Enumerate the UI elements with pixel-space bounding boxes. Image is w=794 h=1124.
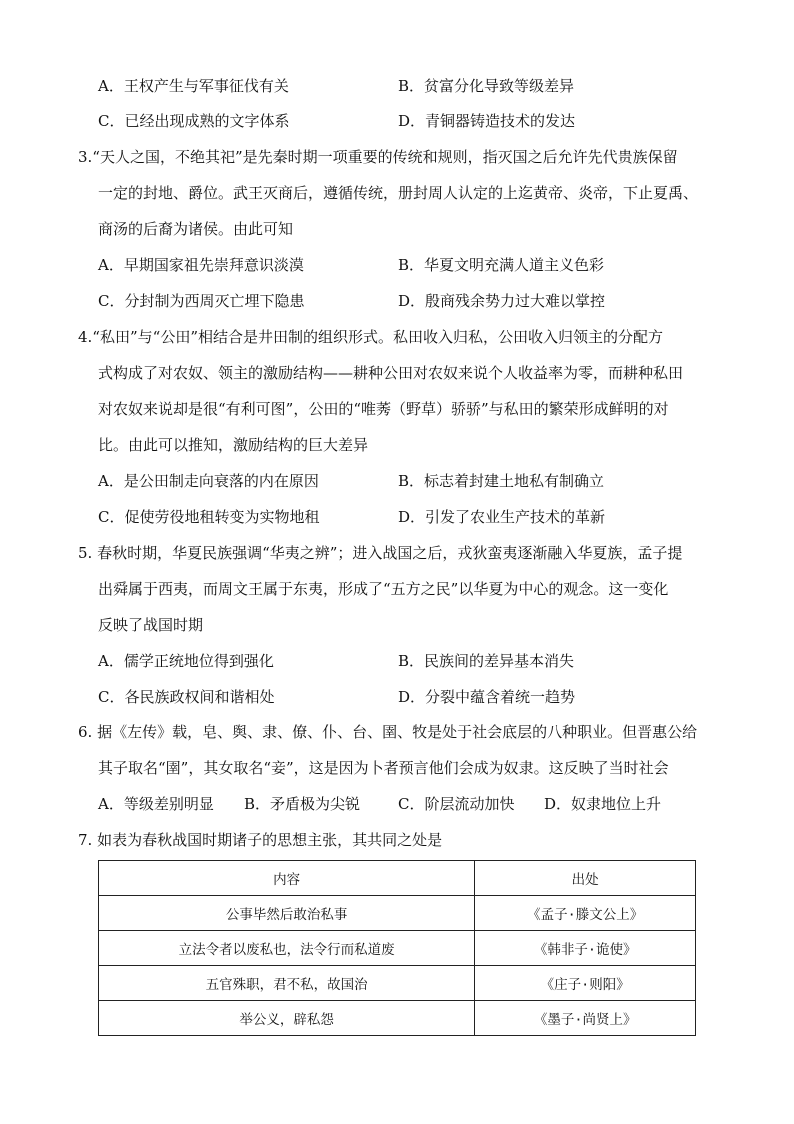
q5-stem-line-3: 反映了战国时期: [98, 616, 204, 634]
q5-option-a: A．儒学正统地位得到强化: [98, 652, 274, 670]
q6-option-d: D．奴隶地位上升: [544, 795, 662, 813]
q4-option-c: C．促使劳役地租转变为实物地租: [98, 508, 320, 526]
q3-option-a: A．早期国家祖先崇拜意识淡漠: [98, 256, 304, 274]
q6-option-c: C．阶层流动加快: [398, 795, 515, 813]
q2-option-c: C．已经出现成熟的文字体系: [98, 112, 290, 130]
q3-stem-line-1: 3.“天人之国，不绝其祀”是先秦时期一项重要的传统和规则，指灭国之后允许先代贵族保留: [78, 148, 678, 166]
table-cell-source: 《墨子·尚贤上》: [475, 1001, 696, 1036]
table-cell-content: 五官殊职，君不私，故国治: [99, 966, 475, 1001]
table-header-source: 出处: [475, 861, 696, 896]
q6-stem-line-2: 其子取名“圉”，其女取名“妾”，这是因为卜者预言他们会成为奴隶。这反映了当时社会: [98, 759, 669, 777]
q5-stem-line-2: 出舜属于西夷，而周文王属于东夷，形成了“五方之民”以华夏为中心的观念。这一变化: [98, 580, 669, 598]
q4-stem-line-2: 式构成了对农奴、领主的激励结构——耕种公田对农奴来说个人收益率为零，而耕种私田: [98, 364, 684, 382]
q3-stem-line-2: 一定的封地、爵位。武王灭商后，遵循传统，册封周人认定的上迄黄帝、炎帝，下止夏禹、: [98, 184, 699, 202]
q3-stem-line-3: 商汤的后裔为诸侯。由此可知: [98, 220, 294, 238]
q2-option-d: D．青铜器铸造技术的发达: [398, 112, 576, 130]
table-header-row: [99, 861, 696, 896]
q3-option-d: D．殷商残余势力过大难以掌控: [398, 292, 606, 310]
q4-option-b: B．标志着封建土地私有制确立: [398, 472, 605, 490]
table-row: [99, 966, 696, 1001]
q4-stem-line-1: 4.“私田”与“公田”相结合是井田制的组织形式。私田收入归私，公田收入归领主的分配方: [78, 328, 663, 346]
q6-stem-line-1: 6. 据《左传》载，皂、舆、隶、僚、仆、台、圉、牧是处于社会底层的八种职业。但晋惠公给: [78, 723, 698, 741]
table-cell-content: 公事毕然后敢治私事: [99, 896, 475, 931]
q5-option-d: D．分裂中蕴含着统一趋势: [398, 688, 576, 706]
table-cell-content: 立法令者以废私也，法令行而私道废: [99, 931, 475, 966]
q3-option-c: C．分封制为西周灭亡埋下隐患: [98, 292, 305, 310]
q4-stem-line-4: 比。由此可以推知，激励结构的巨大差异: [98, 436, 369, 454]
table-cell-content: 举公义，辟私怨: [99, 1001, 475, 1036]
table-cell-source: 《韩非子·诡使》: [475, 931, 696, 966]
q7-stem: 7. 如表为春秋战国时期诸子的思想主张，其共同之处是: [78, 831, 443, 849]
q4-option-a: A．是公田制走向衰落的内在原因: [98, 472, 319, 490]
table-row: [99, 1001, 696, 1036]
q2-option-a: A．王权产生与军事征伐有关: [98, 77, 289, 95]
q3-option-b: B．华夏文明充满人道主义色彩: [398, 256, 605, 274]
q4-option-d: D．引发了农业生产技术的革新: [398, 508, 606, 526]
table-row: [99, 931, 696, 966]
q6-option-a: A．等级差别明显: [98, 795, 214, 813]
q2-option-b: B．贫富分化导致等级差异: [398, 77, 575, 95]
q6-option-b: B．矛盾极为尖锐: [244, 795, 361, 813]
table-cell-source: 《庄子·则阳》: [475, 966, 696, 1001]
q5-option-b: B．民族间的差异基本消失: [398, 652, 575, 670]
q7-table: [98, 860, 696, 1036]
table-row: [99, 896, 696, 931]
q5-stem-line-1: 5. 春秋时期，华夏民族强调“华夷之辨”；进入战国之后，戎狄蛮夷逐渐融入华夏族，孟子提: [78, 544, 683, 562]
table-header-content: 内容: [99, 861, 475, 896]
table-cell-source: 《孟子·滕文公上》: [475, 896, 696, 931]
q5-option-c: C．各民族政权间和谐相处: [98, 688, 275, 706]
q4-stem-line-3: 对农奴来说却是很“有利可图”，公田的“唯莠（野草）骄骄”与私田的繁荣形成鲜明的对: [98, 400, 669, 418]
